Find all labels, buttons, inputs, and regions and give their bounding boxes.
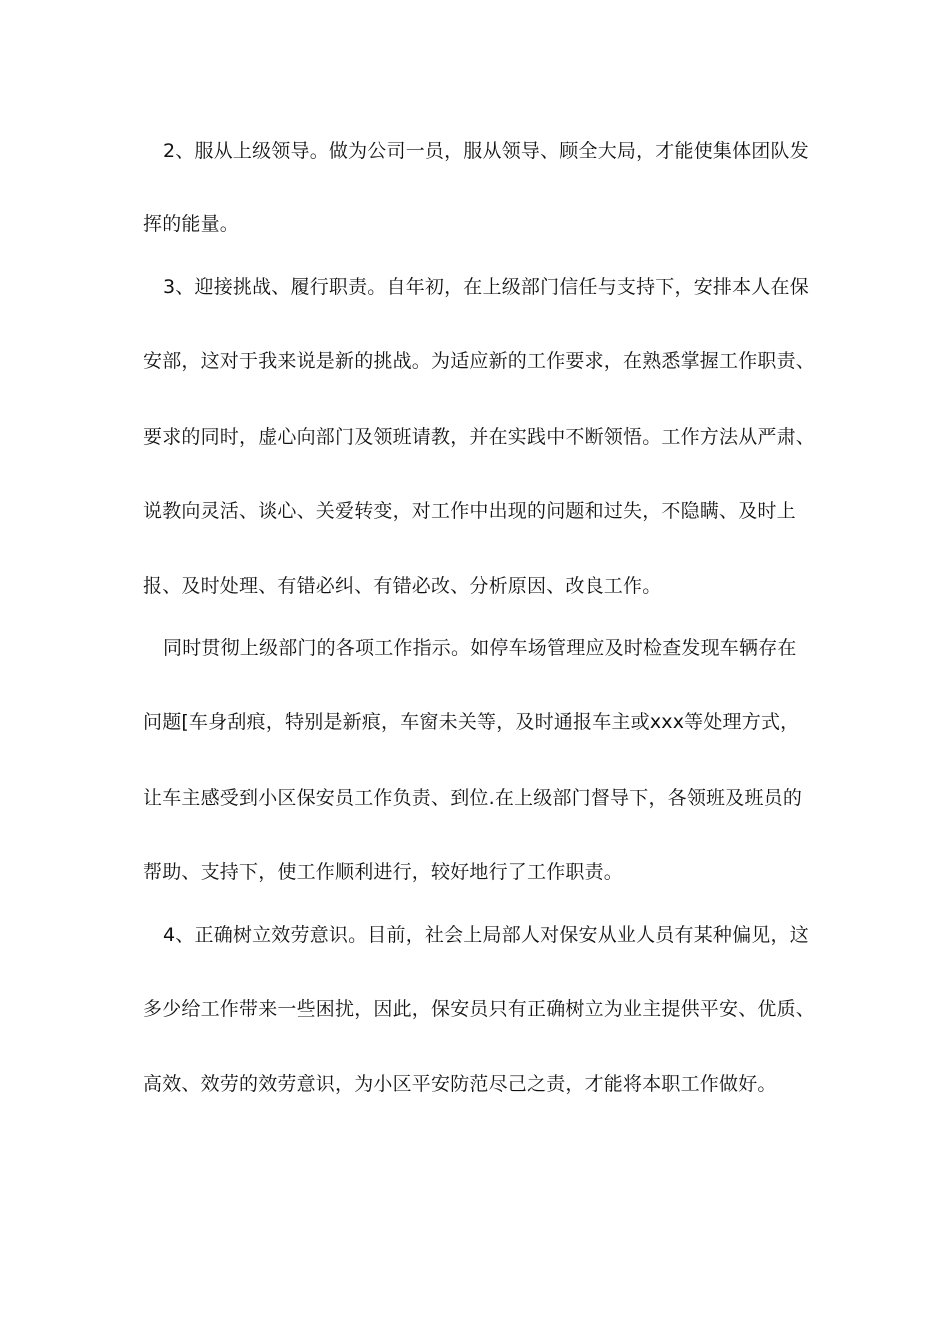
paragraph-4-line-3: 高效、效劳的效劳意识，为小区平安防范尽己之责，才能将本职工作做好。: [143, 1073, 777, 1095]
paragraph-3-line-3: 要求的同时，虚心向部门及领班请教，并在实践中不断领悟。工作方法从严肃、: [143, 426, 816, 448]
paragraph-3-line-1: 3、迎接挑战、履行职责。自年初，在上级部门信任与支持下，安排本人在保: [163, 276, 809, 298]
paragraph-parking-line-2: 问题[车身刮痕，特别是新痕，车窗未关等，及时通报车主或xxx等处理方式，: [143, 711, 800, 733]
paragraph-3-line-4: 说教向灵活、谈心、关爱转变，对工作中出现的问题和过失，不隐瞒、及时上: [143, 500, 796, 522]
paragraph-parking-line-4: 帮助、支持下，使工作顺利进行，较好地行了工作职责。: [143, 861, 624, 883]
paragraph-3-line-2: 安部，这对于我来说是新的挑战。为适应新的工作要求，在熟悉掌握工作职责、: [143, 350, 816, 372]
paragraph-2-line-1: 2、服从上级领导。做为公司一员，服从领导、顾全大局，才能使集体团队发: [163, 140, 809, 162]
paragraph-3-line-5: 报、及时处理、有错必纠、有错必改、分析原因、改良工作。: [143, 575, 662, 597]
paragraph-parking-line-1: 同时贯彻上级部门的各项工作指示。如停车场管理应及时检查发现车辆存在: [163, 637, 797, 659]
paragraph-parking-line-3: 让车主感受到小区保安员工作负责、到位.在上级部门督导下，各领班及班员的: [143, 787, 803, 809]
paragraph-4-line-2: 多少给工作带来一些困扰，因此，保安员只有正确树立为业主提供平安、优质、: [143, 998, 816, 1020]
paragraph-4-line-1: 4、正确树立效劳意识。目前，社会上局部人对保安从业人员有某种偏见，这: [163, 924, 809, 946]
paragraph-2-line-2: 挥的能量。: [143, 213, 240, 235]
